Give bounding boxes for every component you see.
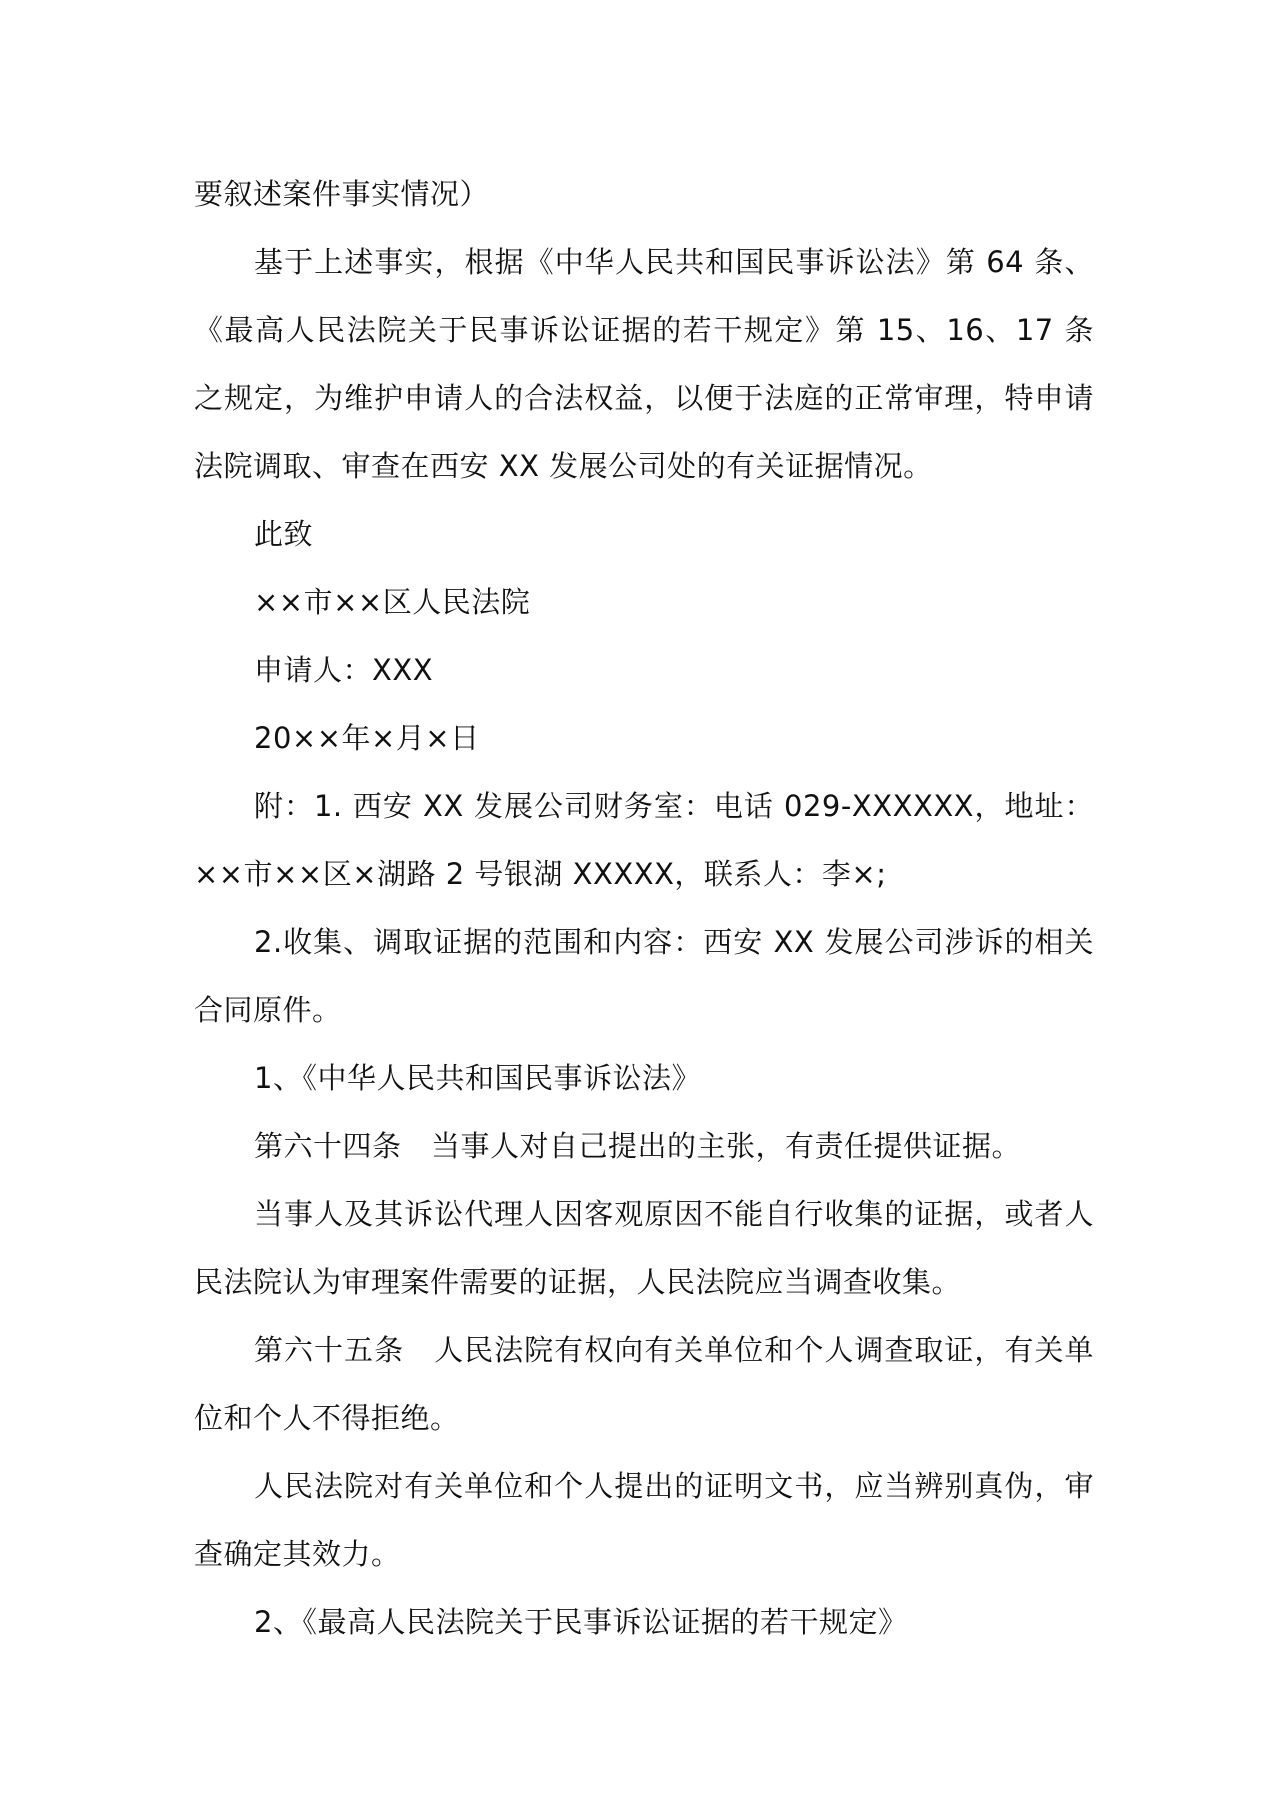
paragraph-attachment-2: 2.收集、调取证据的范围和内容：西安 XX 发展公司涉诉的相关合同原件。 — [194, 925, 1094, 1027]
paragraph-salutation: 此致 — [254, 517, 314, 551]
paragraph-law-2-title: 2、《最高人民法院关于民事诉讼证据的若干规定》 — [254, 1605, 908, 1639]
paragraph-legal-basis: 基于上述事实，根据《中华人民共和国民事诉讼法》第 64 条、《最高人民法院关于民事诉讼证据的若干规定》第 15、16、17 条之规定，为维护申请人的合法权益，以便于法庭的正常审理，特申请法院调取、审查在西安 XX 发展公司处的有关证据情况。 — [194, 245, 1094, 483]
paragraph-article-64-clause-2: 当事人及其诉讼代理人因客观原因不能自行收集的证据，或者人民法院认为审理案件需要的证据，人民法院应当调查收集。 — [194, 1197, 1094, 1299]
paragraph-law-1-title: 1、《中华人民共和国民事诉讼法》 — [254, 1061, 701, 1095]
paragraph-attachment-1: 附：1. 西安 XX 发展公司财务室：电话 029-XXXXXX，地址：××市××区×湖路 2 号银湖 XXXXX，联系人：李×; — [194, 789, 1094, 891]
paragraph-case-facts-tail: 要叙述案件事实情况） — [194, 177, 490, 211]
paragraph-court-name: ××市××区人民法院 — [254, 585, 531, 619]
paragraph-article-64: 第六十四条 当事人对自己提出的主张，有责任提供证据。 — [254, 1129, 1022, 1163]
document-body — [194, 160, 1094, 1656]
paragraph-applicant: 申请人：XXX — [254, 653, 434, 687]
paragraph-article-65-clause-2: 人民法院对有关单位和个人提出的证明文书，应当辨别真伪，审查确定其效力。 — [194, 1469, 1094, 1571]
paragraph-date: 20××年×月×日 — [254, 721, 480, 755]
paragraph-article-65: 第六十五条 人民法院有权向有关单位和个人调查取证，有关单位和个人不得拒绝。 — [194, 1333, 1094, 1435]
